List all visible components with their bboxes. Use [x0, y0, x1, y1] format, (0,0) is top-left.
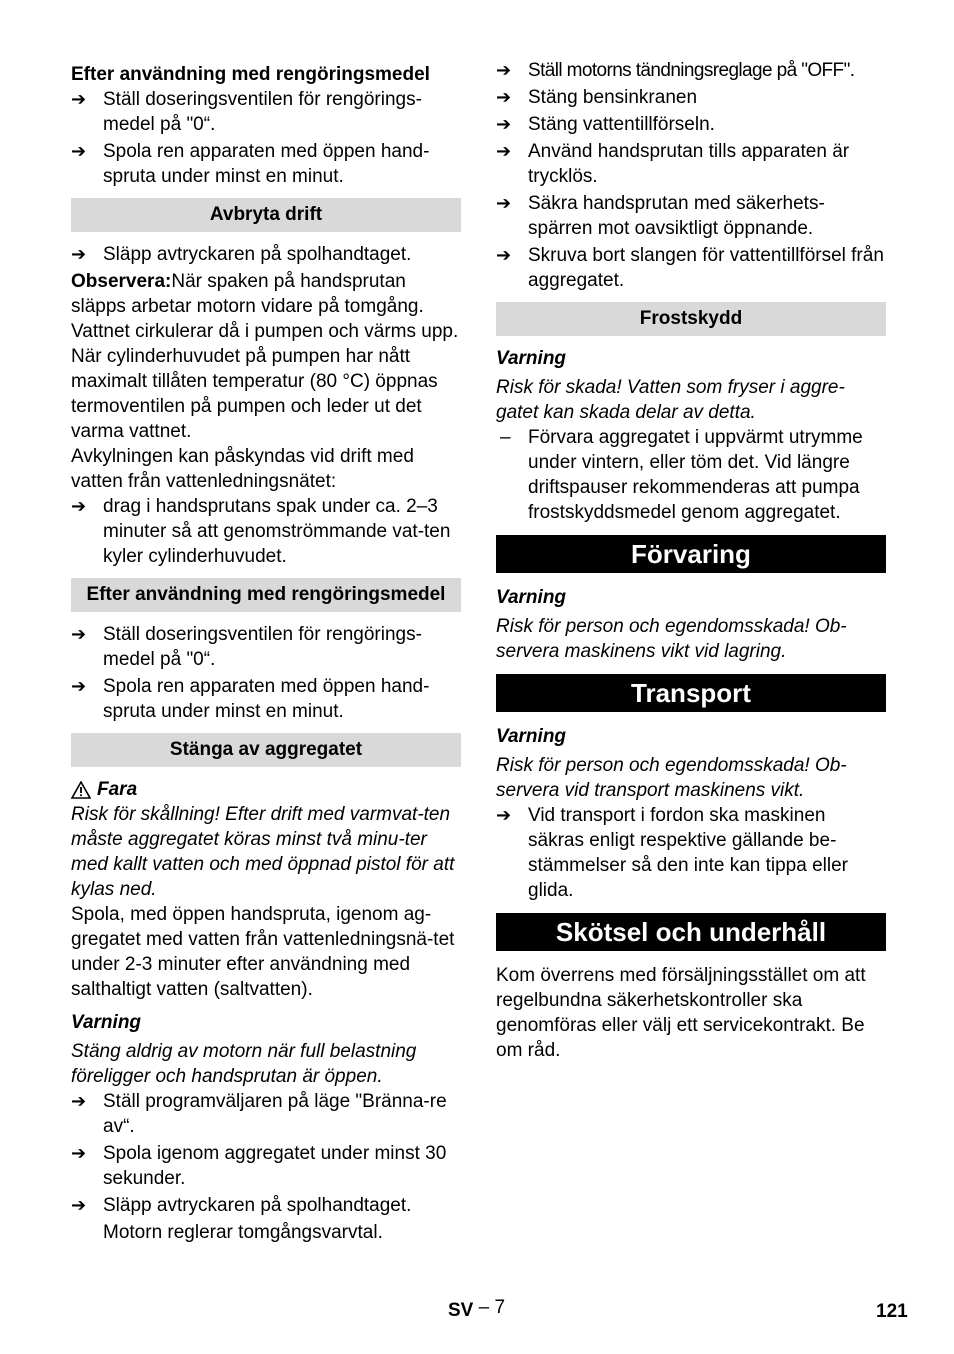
list-item	[71, 242, 461, 267]
observera-label: Observera:	[71, 271, 172, 292]
list-item-text: Spola igenom aggregatet under minst 30 sekunder.	[103, 1143, 447, 1189]
list-item	[496, 425, 886, 525]
section-efter-anvandning: Efter användning med rengöringsmedel	[71, 578, 461, 612]
list-item-text: Stäng bensinkranen	[528, 87, 698, 108]
left-column	[71, 62, 461, 1245]
skotsel-paragraph: Kom överrens med försäljningsstället om att regelbundna säkerhetskontroller ska genomföras eller välj ett servicekontrakt. Be om råd.	[496, 965, 866, 1061]
list-item-text: Ställ motorns tändningsreglage på "OFF".	[528, 60, 855, 81]
arrow-right-icon: ➔	[71, 1195, 87, 1215]
section-forvaring: Förvaring	[496, 535, 886, 573]
heading-after-use: Efter användning med rengöringsmedel	[71, 64, 430, 85]
list-item-text: Ställ programväljaren på läge "Bränna-re av“.	[103, 1091, 447, 1137]
arrow-right-icon: ➔	[71, 89, 87, 109]
danger-label: Fara	[97, 779, 138, 800]
list-item	[496, 191, 886, 241]
arrow-right-icon: ➔	[71, 141, 87, 161]
list-item	[71, 1141, 461, 1191]
footer-language-page	[448, 1298, 505, 1323]
arrow-right-icon: ➔	[496, 87, 512, 107]
list-item	[71, 87, 461, 137]
warning-label: Varning	[71, 1012, 142, 1033]
list-item	[496, 139, 886, 189]
right-column	[496, 58, 886, 1063]
list-item-text: Vid transport i fordon ska maskinen säkras enligt respektive gällande be-stämmelser så den inte kan tippa eller glida.	[528, 805, 848, 901]
list-item	[71, 1193, 461, 1218]
section-stanga-av: Stänga av aggregatet	[71, 733, 461, 767]
list-item-text: Använd handsprutan tills apparaten är trycklös.	[528, 141, 850, 187]
arrow-right-icon: ➔	[496, 114, 512, 134]
arrow-right-icon: ➔	[71, 496, 87, 516]
list-item	[71, 674, 461, 724]
cooling-paragraph: Avkylningen kan påskyndas vid drift med vatten från vattenledningsnätet:	[71, 446, 414, 492]
warning-label: Varning	[496, 587, 567, 608]
list-item-text: Ställ doseringsventilen för rengörings-medel på "0“.	[103, 624, 422, 670]
list-item	[496, 58, 886, 83]
section-transport: Transport	[496, 674, 886, 712]
flush-paragraph: Spola, med öppen handspruta, igenom ag-gregatet med vatten från vattenledningsnä-tet under 2-3 minuter efter användning med salthaltigt vatten (saltvatten).	[71, 904, 455, 1000]
arrow-right-icon: ➔	[496, 193, 512, 213]
section-skotsel: Skötsel och underhåll	[496, 913, 886, 951]
dash-bullet: –	[500, 427, 511, 448]
warning-text: Risk för person och egendomsskada! Ob-servera maskinens vikt vid lagring.	[496, 616, 847, 662]
arrow-right-icon: ➔	[496, 805, 512, 825]
list-item-text: drag i handsprutans spak under ca. 2–3 minuter så att genomströmmande vat-ten kyler cylinderhuvudet.	[103, 496, 451, 567]
danger-text: Risk för skållning! Efter drift med varmvat-ten måste aggregatet köras minst två minu-ter med kallt vatten och med öppnad pistol för att kylas ned.	[71, 804, 455, 900]
list-item-text: Släpp avtryckaren på spolhandtaget.	[103, 1195, 412, 1216]
section-avbryta-drift: Avbryta drift	[71, 198, 461, 232]
list-item-text: Säkra handsprutan med säkerhets-spärren mot oavsiktligt öppnande.	[528, 193, 825, 239]
list-item	[71, 139, 461, 189]
list-item-text: Skruva bort slangen för vattentillförsel från aggregatet.	[528, 245, 884, 291]
footer-local-page: – 7	[478, 1297, 506, 1318]
list-item-text: Spola ren apparaten med öppen hand-spruta under minst en minut.	[103, 141, 430, 187]
arrow-right-icon: ➔	[71, 1143, 87, 1163]
warning-text: Risk för skada! Vatten som fryser i aggre-gatet kan skada delar av detta.	[496, 377, 845, 423]
arrow-right-icon: ➔	[71, 244, 87, 264]
list-item	[71, 622, 461, 672]
warning-label: Varning	[496, 726, 567, 747]
arrow-right-icon: ➔	[496, 141, 512, 161]
list-item	[496, 803, 886, 903]
list-item-text: Släpp avtryckaren på spolhandtaget.	[103, 244, 412, 265]
warning-text: Risk för person och egendomsskada! Ob-servera vid transport maskinens vikt.	[496, 755, 847, 801]
arrow-right-icon: ➔	[496, 60, 512, 80]
list-item	[496, 112, 886, 137]
footer-language: SV	[448, 1300, 474, 1321]
list-item	[71, 1089, 461, 1139]
list-item-text: Stäng vattentillförseln.	[528, 114, 715, 135]
warning-text: Stäng aldrig av motorn när full belastning föreligger och handsprutan är öppen.	[71, 1041, 417, 1087]
observera-text: När spaken på handsprutan släpps arbetar motorn vidare på tomgång. Vattnet cirkulerar då i pumpen och värms upp. När cylinderhuvudet på pumpen har nått maximalt tillåten temperatur (80 °C) öppnas termoventilen på pumpen och leder ut det varma vattnet.	[71, 271, 459, 442]
list-item	[496, 243, 886, 293]
list-item-text: Förvara aggregatet i uppvärmt utrymme under vintern, eller töm det. Vid längre driftspauser rekommenderas att pumpa frostskyddsmedel genom aggregatet.	[528, 427, 863, 523]
list-item	[496, 85, 886, 110]
page-number: 121	[876, 1301, 908, 1322]
section-frostskydd: Frostskydd	[496, 302, 886, 336]
arrow-right-icon: ➔	[71, 676, 87, 696]
list-item-text: Ställ doseringsventilen för rengörings-medel på "0“.	[103, 89, 422, 135]
list-item	[71, 494, 461, 569]
danger-heading	[71, 777, 461, 802]
motor-text: Motorn reglerar tomgångsvarvtal.	[103, 1222, 383, 1243]
arrow-right-icon: ➔	[71, 624, 87, 644]
warning-triangle-icon	[71, 781, 91, 799]
arrow-right-icon: ➔	[71, 1091, 87, 1111]
warning-label: Varning	[496, 348, 567, 369]
observera-paragraph	[71, 269, 461, 444]
arrow-right-icon: ➔	[496, 245, 512, 265]
list-item-text: Spola ren apparaten med öppen hand-spruta under minst en minut.	[103, 676, 430, 722]
